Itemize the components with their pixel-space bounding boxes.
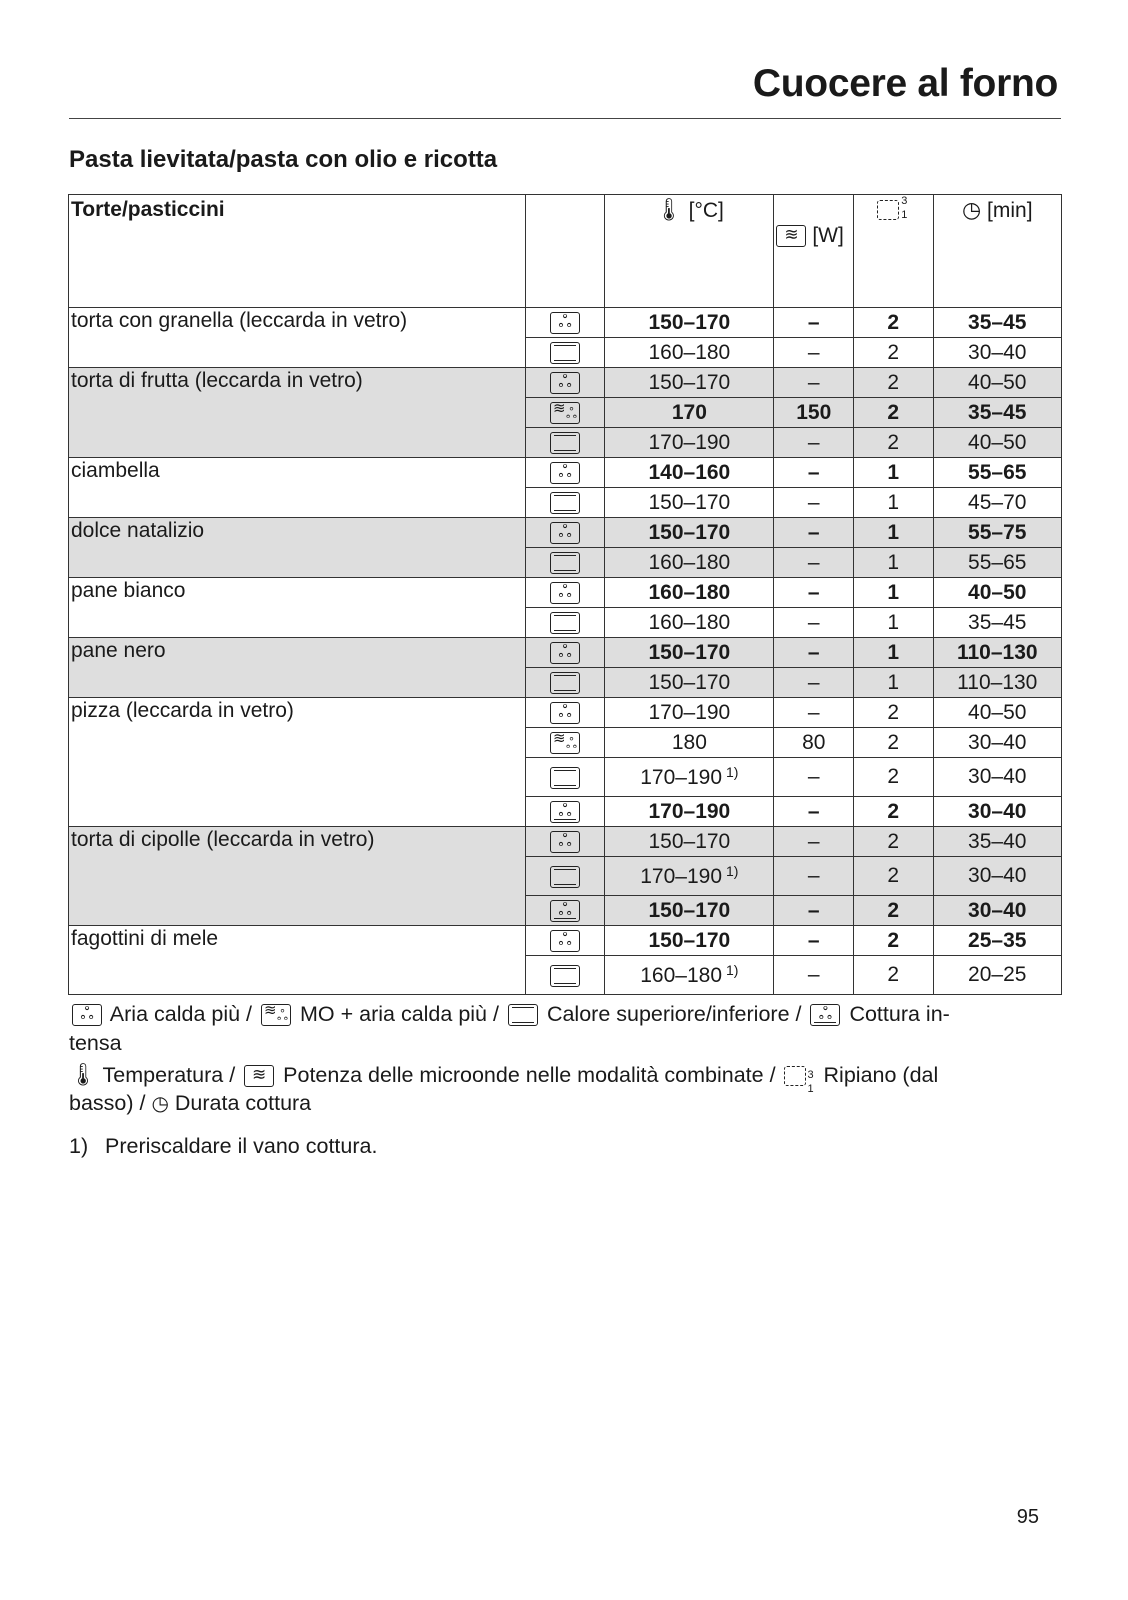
mode-cell xyxy=(525,857,605,896)
legend-hot-air: Aria calda più / xyxy=(109,1002,253,1026)
time-cell: 30–40 xyxy=(933,758,1061,797)
dish-name: pane bianco xyxy=(69,578,526,638)
shelf-cell: 2 xyxy=(854,827,934,857)
shelf-cell: 1 xyxy=(854,548,934,578)
intensive-bake-icon: ஃ xyxy=(810,1004,840,1026)
footnote-number: 1) xyxy=(69,1134,89,1158)
hot-air-plus-icon: ஃ xyxy=(550,522,580,544)
time-cell: 30–40 xyxy=(933,896,1061,926)
shelf-cell: 2 xyxy=(854,338,934,368)
mode-cell xyxy=(525,956,605,995)
mode-cell xyxy=(525,896,605,926)
power-cell: – xyxy=(774,458,854,488)
temperature-value: 170–190 xyxy=(648,700,731,724)
temperature-value: 150–170 xyxy=(648,640,731,664)
time-cell: 45–70 xyxy=(933,488,1061,518)
temperature-cell xyxy=(605,338,774,368)
table-row xyxy=(69,308,1062,338)
table-header-row xyxy=(69,195,1062,308)
temperature-value: 170–190 xyxy=(640,765,723,789)
conventional-heat-icon xyxy=(550,492,580,514)
footnote-marker: 1) xyxy=(726,862,739,879)
table-row xyxy=(69,368,1062,398)
legend-line-2 xyxy=(69,1029,1059,1058)
shelf-cell: 2 xyxy=(854,398,934,428)
temperature-value: 150–170 xyxy=(648,829,731,853)
hot-air-plus-icon: ஃ xyxy=(550,312,580,334)
column-header-name: Torte/pasticcini xyxy=(69,195,526,308)
time-cell: 55–65 xyxy=(933,458,1061,488)
temperature-cell xyxy=(605,548,774,578)
temperature-cell xyxy=(605,827,774,857)
time-cell: 110–130 xyxy=(933,638,1061,668)
shelf-cell: 2 xyxy=(854,698,934,728)
microwave-hot-air-icon: ≋ ஃ xyxy=(550,732,580,754)
table-row xyxy=(69,698,1062,728)
power-cell: 150 xyxy=(774,398,854,428)
power-cell: 80 xyxy=(774,728,854,758)
power-cell: – xyxy=(774,956,854,995)
time-cell: 35–45 xyxy=(933,608,1061,638)
time-unit: [min] xyxy=(987,199,1033,222)
temperature-value: 160–180 xyxy=(648,610,731,634)
temperature-cell xyxy=(605,668,774,698)
temperature-cell xyxy=(605,608,774,638)
temperature-cell xyxy=(605,956,774,995)
mode-cell xyxy=(525,308,605,338)
temperature-value: 180 xyxy=(671,730,707,754)
table-body xyxy=(69,308,1062,995)
power-cell: – xyxy=(774,428,854,458)
column-header-shelf xyxy=(854,195,934,308)
page-number: 95 xyxy=(1016,1506,1039,1528)
mode-cell xyxy=(525,926,605,956)
temperature-value: 160–180 xyxy=(648,340,731,364)
power-cell: – xyxy=(774,488,854,518)
shelf-cell: 1 xyxy=(854,638,934,668)
power-cell: – xyxy=(774,698,854,728)
footnote-marker: 1) xyxy=(726,961,739,978)
temperature-cell xyxy=(605,728,774,758)
temperature-cell xyxy=(605,368,774,398)
temperature-cell xyxy=(605,926,774,956)
legend-line-1 xyxy=(69,1000,1059,1029)
shelf-cell: 1 xyxy=(854,518,934,548)
conventional-heat-icon xyxy=(550,866,580,888)
table-row xyxy=(69,518,1062,548)
mode-cell xyxy=(525,758,605,797)
time-cell: 35–45 xyxy=(933,308,1061,338)
shelf-cell: 1 xyxy=(854,488,934,518)
time-cell: 35–40 xyxy=(933,827,1061,857)
mode-cell xyxy=(525,338,605,368)
mode-cell xyxy=(525,428,605,458)
temperature-cell xyxy=(605,896,774,926)
temperature-value: 150–170 xyxy=(648,928,731,952)
power-cell: – xyxy=(774,797,854,827)
power-cell: – xyxy=(774,548,854,578)
power-cell: – xyxy=(774,668,854,698)
mode-cell xyxy=(525,548,605,578)
shelf-cell: 2 xyxy=(854,728,934,758)
temperature-value: 170–190 xyxy=(640,864,723,888)
shelf-level-icon: 3 1 xyxy=(784,1064,816,1088)
table-row xyxy=(69,578,1062,608)
mode-cell xyxy=(525,368,605,398)
hot-air-plus-icon: ஃ xyxy=(550,462,580,484)
dish-name: pane nero xyxy=(69,638,526,698)
mode-cell xyxy=(525,638,605,668)
dish-name: pizza (leccarda in vetro) xyxy=(69,698,526,827)
temperature-value: 150–170 xyxy=(648,490,731,514)
mode-cell xyxy=(525,827,605,857)
column-header-mode xyxy=(525,195,605,308)
conventional-heat-icon xyxy=(550,552,580,574)
clock-icon: ◷ xyxy=(961,197,982,222)
mode-cell xyxy=(525,728,605,758)
mode-cell xyxy=(525,608,605,638)
hot-air-plus-icon: ஃ xyxy=(72,1004,102,1026)
footnote-marker: 1) xyxy=(726,763,739,780)
legend-conventional: Calore superiore/inferiore / xyxy=(546,1002,802,1026)
power-cell: – xyxy=(774,896,854,926)
shelf-cell: 2 xyxy=(854,758,934,797)
temperature-value: 150–170 xyxy=(648,670,731,694)
footnote-text: Preriscaldare il vano cottura. xyxy=(104,1134,378,1158)
power-cell: – xyxy=(774,758,854,797)
baking-table xyxy=(68,194,1062,995)
time-cell: 35–45 xyxy=(933,398,1061,428)
temperature-value: 150–170 xyxy=(648,898,731,922)
table-row xyxy=(69,827,1062,857)
microwave-hot-air-icon: ≋ ஃ xyxy=(550,402,580,424)
shelf-cell: 1 xyxy=(854,458,934,488)
temperature-value: 160–180 xyxy=(648,550,731,574)
hot-air-plus-icon: ஃ xyxy=(550,642,580,664)
time-cell: 30–40 xyxy=(933,797,1061,827)
temperature-cell xyxy=(605,518,774,548)
table-row xyxy=(69,638,1062,668)
power-cell: – xyxy=(774,338,854,368)
conventional-heat-icon xyxy=(550,672,580,694)
power-cell: – xyxy=(774,518,854,548)
temperature-value: 170–190 xyxy=(648,799,731,823)
time-cell: 55–65 xyxy=(933,548,1061,578)
table-row xyxy=(69,458,1062,488)
legend-line-3 xyxy=(69,1060,1059,1096)
power-cell: – xyxy=(774,638,854,668)
time-cell: 30–40 xyxy=(933,728,1061,758)
mode-cell xyxy=(525,578,605,608)
temperature-cell xyxy=(605,398,774,428)
power-cell: – xyxy=(774,827,854,857)
temperature-cell xyxy=(605,458,774,488)
thermometer-icon: 🌡 xyxy=(69,1062,97,1087)
time-cell: 20–25 xyxy=(933,956,1061,995)
temperature-value: 150–170 xyxy=(648,370,731,394)
temperature-unit: [°C] xyxy=(688,199,724,222)
temperature-cell xyxy=(605,797,774,827)
intensive-bake-icon: ஃ xyxy=(550,801,580,823)
dish-name: fagottini di mele xyxy=(69,926,526,995)
shelf-cell: 1 xyxy=(854,668,934,698)
dish-name: torta con granella (leccarda in vetro) xyxy=(69,308,526,368)
page-header-title: Cuocere al forno xyxy=(752,62,1058,105)
microwave-icon: ≋ xyxy=(776,225,806,247)
temperature-value: 150–170 xyxy=(648,520,731,544)
legend-mw-hot-air: MO + aria calda più / xyxy=(299,1002,499,1026)
shelf-level-icon: 3 1 xyxy=(877,198,909,222)
shelf-cell: 2 xyxy=(854,956,934,995)
mode-cell xyxy=(525,458,605,488)
temperature-cell xyxy=(605,857,774,896)
footnote xyxy=(69,1134,377,1159)
conventional-heat-icon xyxy=(550,612,580,634)
shelf-cell: 2 xyxy=(854,428,934,458)
temperature-value: 160–180 xyxy=(640,963,723,987)
dish-name: torta di frutta (leccarda in vetro) xyxy=(69,368,526,458)
legend-temperature: Temperatura / xyxy=(102,1063,236,1087)
temperature-value: 160–180 xyxy=(648,580,731,604)
shelf-cell: 2 xyxy=(854,797,934,827)
shelf-cell: 1 xyxy=(854,578,934,608)
temperature-value: 140–160 xyxy=(648,460,731,484)
conventional-heat-icon xyxy=(508,1004,538,1026)
time-cell: 30–40 xyxy=(933,857,1061,896)
time-cell: 25–35 xyxy=(933,926,1061,956)
temperature-value: 150–170 xyxy=(648,310,731,334)
temperature-cell xyxy=(605,308,774,338)
legend-power: Potenza delle microonde nelle modalità combinate / xyxy=(283,1063,776,1087)
clock-icon: ◷ xyxy=(151,1093,169,1115)
power-cell: – xyxy=(774,926,854,956)
temperature-cell xyxy=(605,488,774,518)
hot-air-plus-icon: ஃ xyxy=(550,702,580,724)
mode-cell xyxy=(525,398,605,428)
conventional-heat-icon xyxy=(550,432,580,454)
shelf-cell: 2 xyxy=(854,926,934,956)
table-row xyxy=(69,926,1062,956)
temperature-value: 170 xyxy=(671,400,707,424)
mode-cell xyxy=(525,698,605,728)
time-cell: 40–50 xyxy=(933,428,1061,458)
mode-cell xyxy=(525,668,605,698)
microwave-icon: ≋ xyxy=(244,1065,274,1087)
temperature-cell xyxy=(605,428,774,458)
intensive-bake-icon: ஃ xyxy=(550,900,580,922)
header-divider xyxy=(69,118,1061,119)
time-cell: 40–50 xyxy=(933,368,1061,398)
mode-cell xyxy=(525,488,605,518)
temperature-value: 170–190 xyxy=(648,430,731,454)
legend-line-4 xyxy=(69,1089,1059,1119)
temperature-cell xyxy=(605,698,774,728)
temperature-cell xyxy=(605,578,774,608)
mode-cell xyxy=(525,797,605,827)
power-cell: – xyxy=(774,308,854,338)
mode-cell xyxy=(525,518,605,548)
hot-air-plus-icon: ஃ xyxy=(550,831,580,853)
legend-intensive-b: tensa xyxy=(69,1031,122,1055)
shelf-cell: 2 xyxy=(854,857,934,896)
legend-duration: Durata cottura xyxy=(174,1091,312,1115)
dish-name: dolce natalizio xyxy=(69,518,526,578)
hot-air-plus-icon: ஃ xyxy=(550,372,580,394)
column-header-power xyxy=(774,195,854,308)
power-cell: – xyxy=(774,608,854,638)
legend-shelf-b: basso) / xyxy=(69,1091,146,1115)
time-cell: 110–130 xyxy=(933,668,1061,698)
column-header-time xyxy=(933,195,1061,308)
time-cell: 30–40 xyxy=(933,338,1061,368)
time-cell: 40–50 xyxy=(933,698,1061,728)
shelf-cell: 1 xyxy=(854,608,934,638)
conventional-heat-icon xyxy=(550,767,580,789)
dish-name: ciambella xyxy=(69,458,526,518)
legend-intensive-a: Cottura in- xyxy=(849,1002,950,1026)
hot-air-plus-icon: ஃ xyxy=(550,930,580,952)
column-header-temperature xyxy=(605,195,774,308)
conventional-heat-icon xyxy=(550,965,580,987)
power-cell: – xyxy=(774,368,854,398)
conventional-heat-icon xyxy=(550,342,580,364)
dish-name: torta di cipolle (leccarda in vetro) xyxy=(69,827,526,926)
shelf-cell: 2 xyxy=(854,896,934,926)
section-title: Pasta lievitata/pasta con olio e ricotta xyxy=(69,146,498,173)
power-cell: – xyxy=(774,578,854,608)
power-cell: – xyxy=(774,857,854,896)
shelf-cell: 2 xyxy=(854,368,934,398)
time-cell: 55–75 xyxy=(933,518,1061,548)
thermometer-icon: 🌡 xyxy=(654,197,683,222)
temperature-cell xyxy=(605,758,774,797)
shelf-cell: 2 xyxy=(854,308,934,338)
power-unit: [W] xyxy=(812,224,844,247)
temperature-cell xyxy=(605,638,774,668)
time-cell: 40–50 xyxy=(933,578,1061,608)
microwave-hot-air-icon: ≋ ஃ xyxy=(261,1004,291,1026)
hot-air-plus-icon: ஃ xyxy=(550,582,580,604)
legend-shelf-a: Ripiano (dal xyxy=(823,1063,939,1087)
